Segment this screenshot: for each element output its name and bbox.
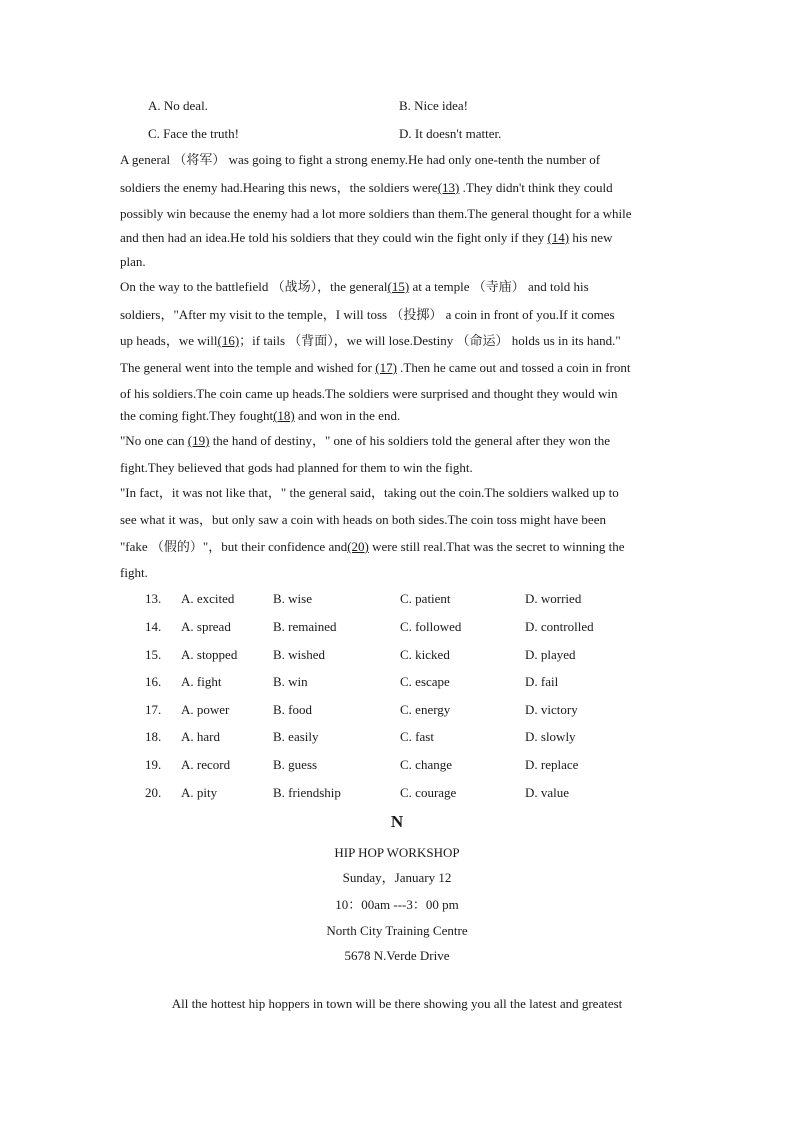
blank-14: (14) [547, 230, 570, 245]
choice-a: A. stopped [181, 647, 238, 662]
choice-a: A. excited [181, 591, 235, 606]
blank-17: (17) [375, 360, 397, 375]
choice-d: D. slowly [525, 729, 576, 744]
choice-a: A. hard [181, 729, 220, 744]
blank-16: (16) [217, 333, 240, 348]
choice-d: D. fail [525, 674, 559, 689]
choice-b: B. food [273, 702, 312, 717]
passage-text: The general went into the temple and wished for [120, 360, 376, 375]
workshop-date: Sunday，January 12 [342, 870, 452, 885]
passage-line: see what it was，but only saw a coin with heads on both sides.The coin toss might have been [120, 512, 606, 527]
blank-18: (18) [273, 408, 295, 423]
passage-line [120, 433, 672, 449]
passage-text: ；if tails （背面），we will lose.Destiny （命运） holds us in its hand." [239, 333, 621, 348]
blank-19: (19) [187, 433, 210, 448]
option-b: B. Nice idea! [399, 98, 468, 113]
passage-text: the hand of destiny，" one of his soldiers told the general after they won the [209, 433, 611, 448]
workshop-address: 5678 N.Verde Drive [344, 948, 450, 963]
section-letter: N [390, 812, 404, 831]
passage-text: "No one can [120, 433, 188, 448]
choice-d: D. victory [525, 702, 578, 717]
choice-a: A. pity [181, 785, 218, 800]
blank-15: (15) [387, 279, 410, 294]
question-number: 20. [145, 785, 162, 800]
choice-b: B. wise [273, 591, 312, 606]
passage-line: plan. [120, 254, 146, 269]
passage-line: fight.They believed that gods had planned for them to win the fight. [120, 460, 473, 475]
passage-line: fight. [120, 565, 148, 580]
choice-b: B. guess [273, 757, 318, 772]
choice-c: C. energy [400, 702, 451, 717]
choice-d: D. controlled [525, 619, 594, 634]
option-c: C. Face the truth! [148, 126, 239, 141]
choice-b: B. wished [273, 647, 325, 662]
passage-text: .They didn't think they could [459, 180, 613, 195]
workshop-venue: North City Training Centre [326, 923, 468, 938]
passage-line [120, 539, 672, 555]
blank-13: (13) [437, 180, 460, 195]
passage-text: were still real.That was the secret to winning the [368, 539, 625, 554]
passage-text: and then had an idea.He told his soldiers that they could win the fight only if they [120, 230, 548, 245]
choice-c: C. courage [400, 785, 457, 800]
choice-b: B. easily [273, 729, 319, 744]
passage-line [120, 230, 672, 246]
passage-line [120, 279, 672, 295]
choice-b: B. friendship [273, 785, 341, 800]
question-number: 17. [145, 702, 162, 717]
passage-text: "fake （假的）"，but their confidence and [120, 539, 348, 554]
passage-line [120, 408, 672, 424]
choice-a: A. spread [181, 619, 231, 634]
workshop-intro: All the hottest hip hoppers in town will be there showing you all the latest and greatest [171, 996, 623, 1011]
passage-text: at a temple （寺庙） and told his [409, 279, 589, 294]
question-number: 15. [145, 647, 162, 662]
choice-d: D. value [525, 785, 570, 800]
passage-text: up heads，we will [120, 333, 218, 348]
choice-a: A. power [181, 702, 230, 717]
question-number: 13. [145, 591, 162, 606]
passage-line: possibly win because the enemy had a lot more soldiers than them.The general thought for a while [120, 206, 632, 221]
choice-b: B. remained [273, 619, 337, 634]
choice-d: D. replace [525, 757, 579, 772]
workshop-time: 10：00am ---3：00 pm [335, 897, 459, 912]
passage-text: .Then he came out and tossed a coin in front [396, 360, 631, 375]
passage-text: the coming fight.They fought [120, 408, 274, 423]
choice-c: C. escape [400, 674, 450, 689]
passage-text: soldiers the enemy had.Hearing this news，the soldiers were [120, 180, 438, 195]
option-d: D. It doesn't matter. [399, 126, 502, 141]
workshop-title: HIP HOP WORKSHOP [334, 845, 460, 860]
passage-text: and won in the end. [294, 408, 401, 423]
question-number: 16. [145, 674, 162, 689]
choice-d: D. played [525, 647, 576, 662]
choice-c: C. patient [400, 591, 451, 606]
choice-d: D. worried [525, 591, 582, 606]
choice-a: A. record [181, 757, 231, 772]
passage-line [120, 333, 672, 349]
passage-line [120, 360, 672, 376]
passage-line [120, 180, 672, 196]
blank-20: (20) [347, 539, 369, 554]
question-number: 14. [145, 619, 162, 634]
choice-b: B. win [273, 674, 308, 689]
choice-c: C. followed [400, 619, 462, 634]
choice-c: C. kicked [400, 647, 450, 662]
choice-c: C. fast [400, 729, 434, 744]
passage-line: soldiers，"After my visit to the temple，I will toss （投掷） a coin in front of you.If it comes [120, 307, 615, 322]
passage-line: "In fact，it was not like that，" the general said，taking out the coin.The soldiers walked up to [120, 485, 619, 500]
option-a: A. No deal. [148, 98, 208, 113]
passage-line: A general （将军） was going to fight a strong enemy.He had only one-tenth the number of [120, 152, 601, 167]
passage-text: On the way to the battlefield （战场），the general [120, 279, 388, 294]
choice-a: A. fight [181, 674, 222, 689]
passage-text: his new [569, 230, 613, 245]
passage-line: of his soldiers.The coin came up heads.The soldiers were surprised and thought they would win [120, 386, 618, 401]
question-number: 18. [145, 729, 162, 744]
question-number: 19. [145, 757, 162, 772]
choice-c: C. change [400, 757, 452, 772]
